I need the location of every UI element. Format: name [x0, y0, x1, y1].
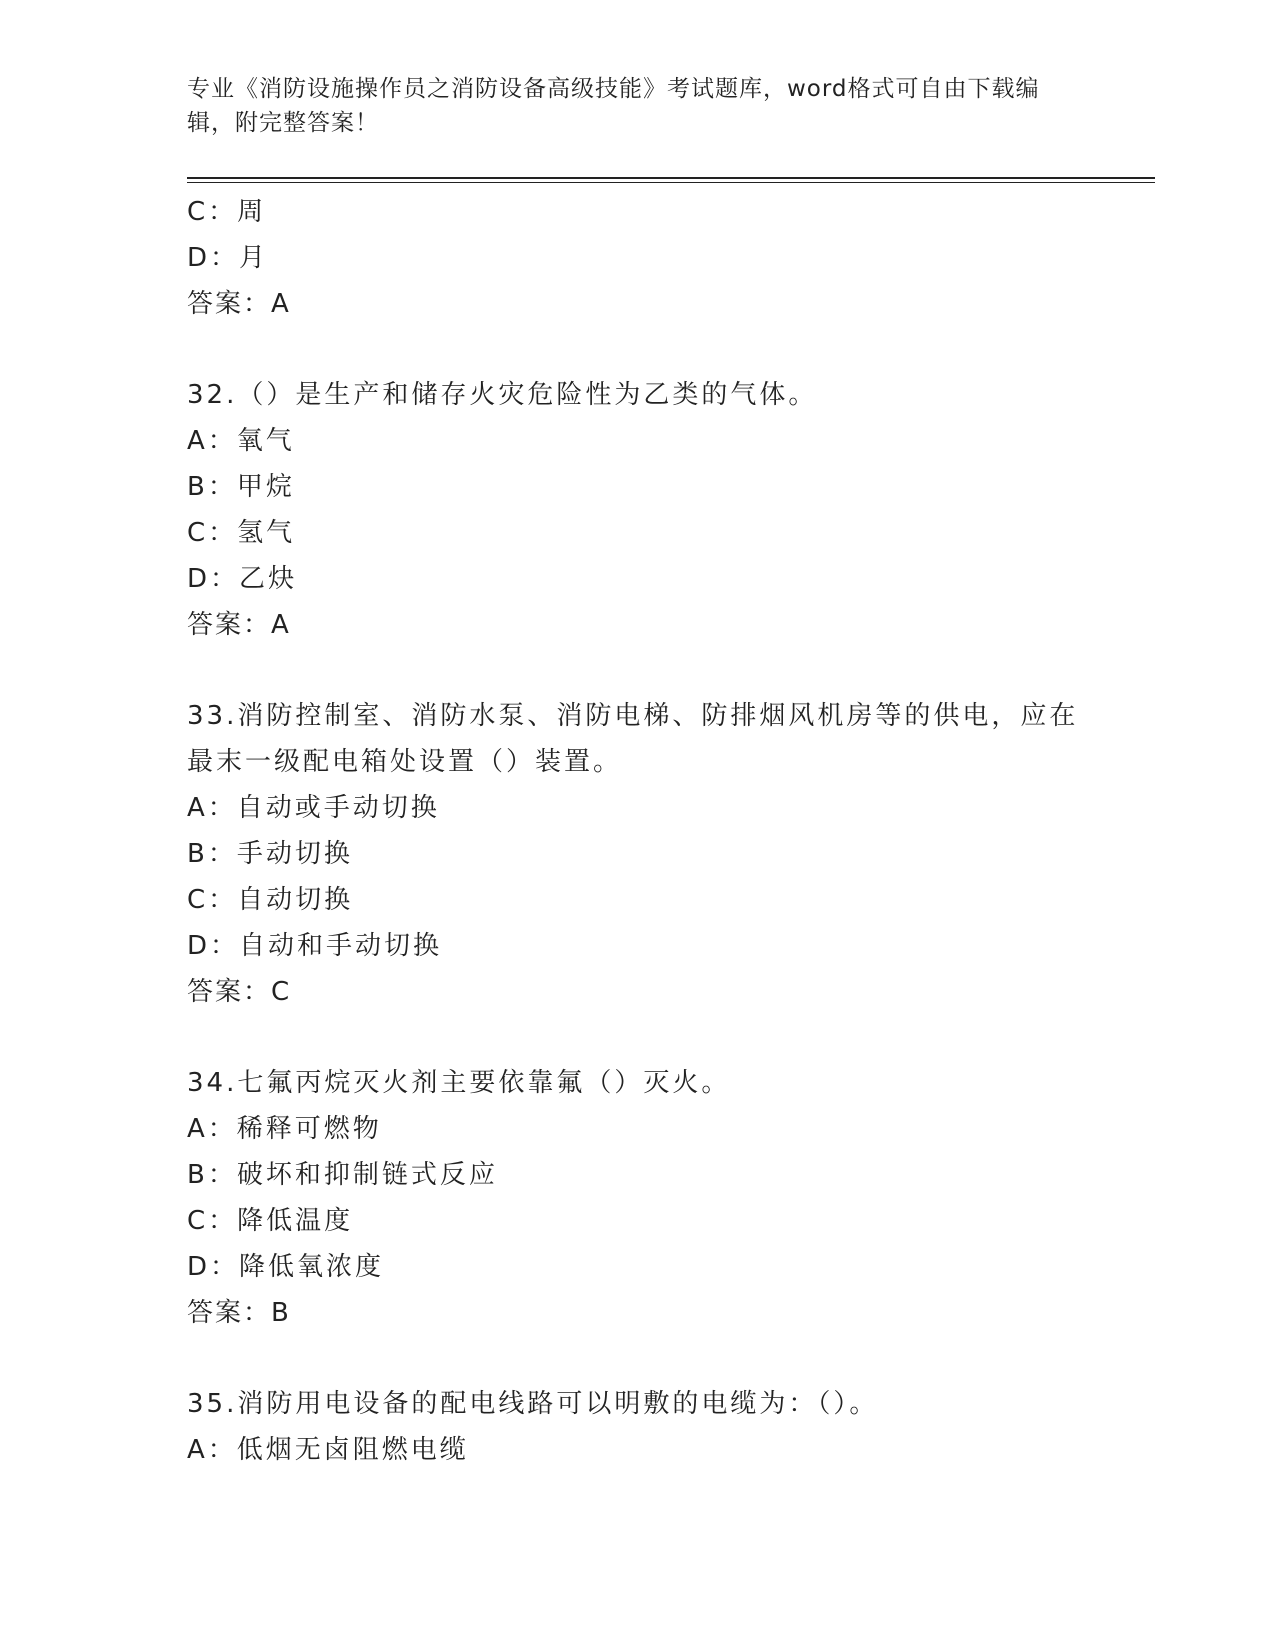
- answer-line: 答案：A: [187, 289, 291, 319]
- question-stem: 34.七氟丙烷灭火剂主要依靠氟（）灭火。: [187, 1068, 731, 1098]
- option-b: B：破坏和抑制链式反应: [187, 1160, 498, 1190]
- option-a: A：自动或手动切换: [187, 793, 440, 823]
- option-d: D：乙炔: [187, 564, 298, 594]
- option-a: A：低烟无卤阻燃电缆: [187, 1435, 469, 1465]
- option-b: B：甲烷: [187, 472, 295, 502]
- option-c: C：自动切换: [187, 885, 354, 915]
- option-b: B：手动切换: [187, 839, 353, 869]
- option-c: C：周: [187, 197, 267, 227]
- document-header: 专业《消防设施操作员之消防设备高级技能》考试题库，word格式可自由下载编辑，附完整答案！: [187, 76, 1040, 136]
- header-divider-thick: [187, 177, 1155, 179]
- option-a: A：稀释可燃物: [187, 1114, 382, 1144]
- question-list: [187, 189, 1087, 1473]
- question-stem: 35.消防用电设备的配电线路可以明敷的电缆为：（）。: [187, 1389, 879, 1419]
- header-divider-thin: [187, 182, 1155, 183]
- option-d: D：自动和手动切换: [187, 931, 443, 961]
- question-stem: 32.（）是生产和储存火灾危险性为乙类的气体。: [187, 380, 818, 410]
- option-c: C：氢气: [187, 518, 296, 548]
- answer-line: 答案：A: [187, 610, 291, 640]
- option-d: D：月: [187, 243, 269, 273]
- answer-line: 答案：C: [187, 977, 292, 1007]
- option-d: D：降低氧浓度: [187, 1252, 385, 1282]
- question-stem: 33.消防控制室、消防水泵、消防电梯、防排烟风机房等的供电，应在最末一级配电箱处设置（）装置。: [187, 701, 1079, 777]
- option-a: A：氧气: [187, 426, 295, 456]
- option-c: C：降低温度: [187, 1206, 354, 1236]
- answer-line: 答案：B: [187, 1298, 291, 1328]
